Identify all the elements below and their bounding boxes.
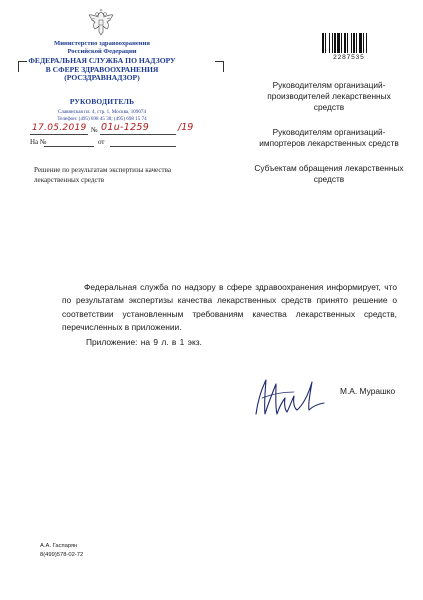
registration-number: 01u-1259 xyxy=(101,122,150,133)
number-label: № xyxy=(91,126,98,134)
reference-underline xyxy=(44,146,94,147)
office-title: РУКОВОДИТЕЛЬ xyxy=(69,97,135,106)
registration-suffix: /19 xyxy=(178,122,194,133)
signature-icon xyxy=(252,370,328,420)
executor-name: А.А. Гаспарян xyxy=(40,543,78,549)
recipient-manufacturers: Руководителям организаций-производителей лекарственных средств xyxy=(267,80,391,112)
ministry-name: Министерство здравоохранения Российской Федерации xyxy=(54,40,150,55)
executor-phone: 8(499)578-02-72 xyxy=(40,552,84,558)
margin-corner-right xyxy=(215,61,224,72)
date-underline xyxy=(30,134,88,135)
letter-body: Федеральная служба по надзору в сфере здравоохранения информирует, что по результатам экспертизы качества лекарственных средств принято решение о соответствии установленным требованиям качества лекарственных средств, перечисленных в приложении. xyxy=(62,282,397,333)
signer-name: М.А. Мурашко xyxy=(340,386,396,396)
recipient-importers: Руководителям организаций-импортеров лекарственных средств xyxy=(259,127,399,148)
number-underline xyxy=(100,134,176,135)
margin-corner-left xyxy=(18,61,27,72)
service-name: ФЕДЕРАЛЬНАЯ СЛУЖБА ПО НАДЗОРУ В СФЕРЕ ЗДРАВООХРАНЕНИЯ (РОСЗДРАВНАДЗОР) xyxy=(28,56,176,83)
address-block: Славянская пл. 4, стр. 1, Москва, 109074 Телефон: (495) 698 45 38; (495) 698 15 74 xyxy=(57,109,147,122)
reference-label: На № xyxy=(30,138,47,146)
letter-subject: Решение по результатам экспертизы качества лекарственных средств xyxy=(34,166,172,184)
reference-from-label: от xyxy=(98,138,105,146)
recipient-subjects: Субъектам обращения лекарственных средств xyxy=(254,163,404,184)
coat-of-arms-icon xyxy=(86,8,116,38)
registration-date: 17.05.2019 xyxy=(32,123,87,133)
reference-date-underline xyxy=(110,146,176,147)
barcode-number: 2287535 xyxy=(333,54,365,61)
attachment-note: Приложение: на 9 л. в 1 экз. xyxy=(86,337,202,347)
barcode-icon xyxy=(322,33,382,53)
